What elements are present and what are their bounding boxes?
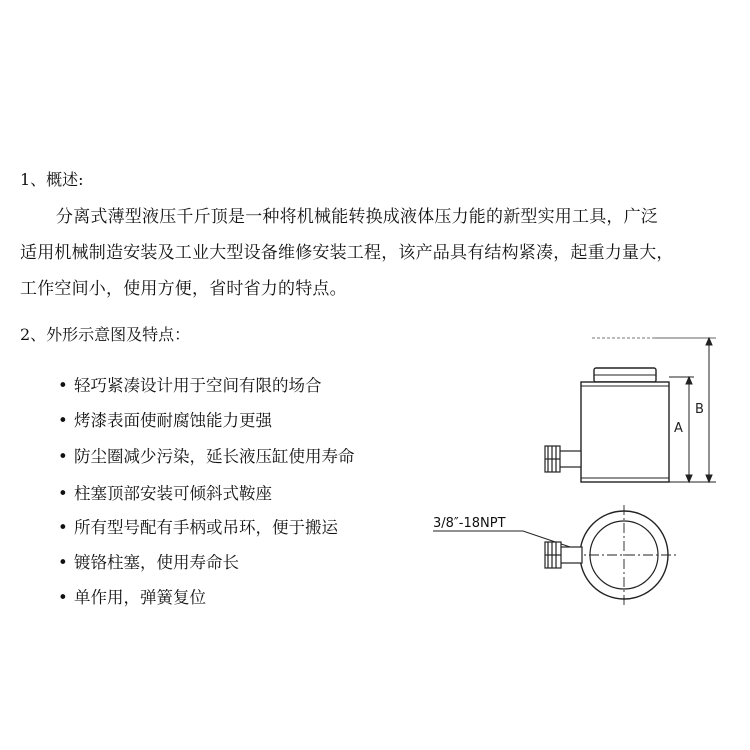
bullet-icon: • (58, 588, 68, 607)
feature-text: 烤漆表面使耐腐蚀能力更强 (74, 411, 272, 430)
bullet-icon: • (58, 553, 68, 572)
feature-text: 轻巧紧凑设计用于空间有限的场合 (74, 376, 322, 395)
feature-text: 单作用，弹簧复位 (74, 588, 206, 607)
section-overview-title: 1、概述: (20, 170, 84, 189)
jack-diagram-svg (420, 325, 750, 615)
jack-top-view (571, 505, 678, 605)
overview-line-1: 分离式薄型液压千斤顶是一种将机械能转换成液体压力能的新型实用工具，广泛 (56, 207, 658, 227)
port-size-label: 3/8″-18NPT (433, 516, 506, 531)
feature-item (58, 407, 272, 431)
feature-item (58, 549, 239, 573)
bullet-icon: • (58, 376, 68, 395)
feature-item (58, 443, 355, 467)
jack-outline-diagram (420, 325, 750, 615)
feature-text: 镀铬柱塞，使用寿命长 (74, 553, 239, 572)
feature-item (58, 372, 322, 396)
overview-line-3: 工作空间小，使用方便，省时省力的特点。 (20, 279, 347, 299)
bullet-icon: • (58, 447, 68, 466)
bullet-icon: • (58, 411, 68, 430)
jack-side-view (581, 368, 669, 482)
bullet-icon: • (58, 484, 68, 503)
dimension-b-label: B (695, 402, 704, 417)
feature-text: 所有型号配有手柄或吊环，便于搬运 (74, 518, 338, 537)
side-port-fitting (545, 446, 581, 472)
overview-line-2: 适用机械制造安装及工业大型设备维修安装工程，该产品具有结构紧凑，起重力量大， (20, 243, 674, 263)
section-features-title: 2、外形示意图及特点： (20, 325, 191, 344)
feature-text: 柱塞顶部安装可倾斜式鞍座 (74, 484, 272, 503)
feature-text: 防尘圈减少污染，延长液压缸使用寿命 (74, 447, 355, 466)
bullet-icon: • (58, 518, 68, 537)
feature-item (58, 514, 338, 538)
dimension-b (669, 338, 716, 482)
feature-item (58, 584, 206, 608)
feature-item (58, 480, 272, 504)
top-view-port-fitting (545, 542, 582, 568)
dimension-a-label: A (674, 421, 683, 436)
